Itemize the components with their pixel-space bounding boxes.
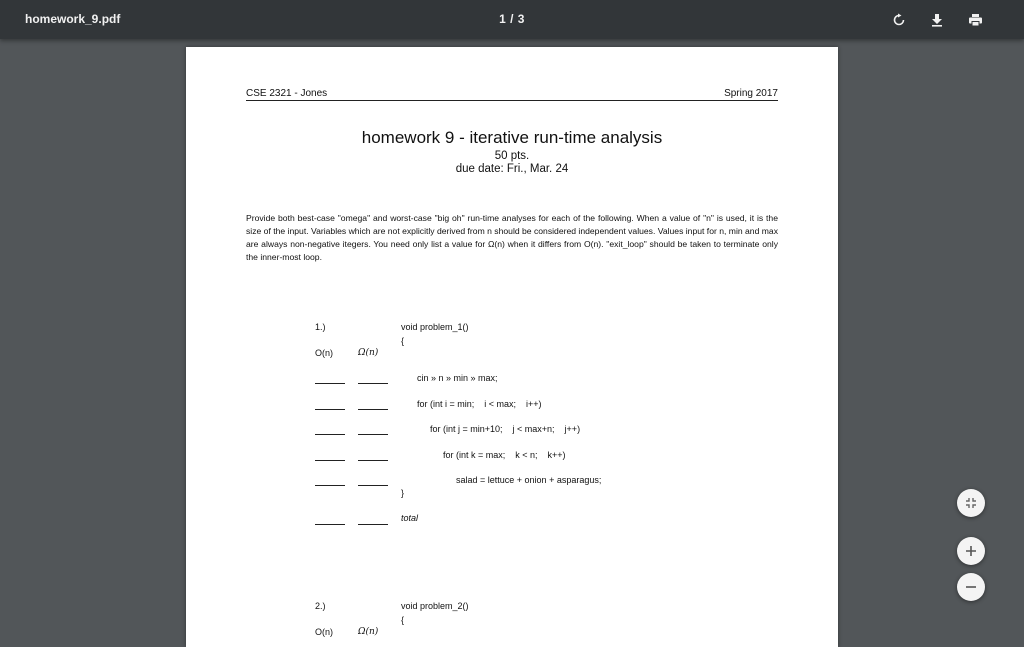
pdf-toolbar — [0, 0, 1024, 39]
file-name: homework_9.pdf — [25, 12, 121, 26]
open-brace: { — [401, 615, 405, 625]
code-line: for (int k = max; k < n; k++) — [443, 450, 566, 460]
zoom-out-icon — [965, 581, 977, 593]
answer-blank — [358, 524, 388, 525]
zoom-out-button[interactable] — [957, 573, 985, 601]
zoom-in-icon — [965, 545, 977, 557]
page-indicator: 1 / 3 — [499, 12, 525, 26]
omega-column-header: Ω(n) — [358, 348, 379, 358]
instructions-paragraph: Provide both best-case "omega" and worst-case "big oh" run-time analyses for each of the following. When a value of "n" is used, it is the size of the input. Variables which are not explicitly derived from n should be considered independent values. Values input for n, min and max are always non-negative itegers. You need only list a value for Ω(n) when it differs from O(n). "exit_loop" should be taken to terminate only the inner-most loop. — [246, 213, 778, 262]
answer-blank — [315, 485, 345, 486]
download-button[interactable] — [926, 9, 948, 31]
open-brace: { — [401, 336, 405, 346]
answer-blank — [358, 383, 388, 384]
fit-to-page-button[interactable] — [957, 489, 985, 517]
answer-blank — [315, 524, 345, 525]
omega-column-header: Ω(n) — [358, 627, 379, 637]
code-line: cin » n » min » max; — [417, 373, 498, 383]
rotate-icon — [892, 13, 906, 27]
zoom-in-button[interactable] — [957, 537, 985, 565]
big-oh-column-header: O(n) — [315, 627, 333, 637]
problem-number: 2.) — [315, 601, 326, 611]
document-title: homework 9 - iterative run-time analysis — [361, 128, 663, 147]
answer-blank — [315, 409, 345, 410]
problem-number: 1.) — [315, 322, 326, 332]
big-oh-column-header: O(n) — [315, 348, 333, 358]
answer-blank — [315, 434, 345, 435]
print-icon — [968, 13, 983, 27]
answer-blank — [358, 434, 388, 435]
print-button[interactable] — [964, 9, 986, 31]
rotate-button[interactable] — [888, 9, 910, 31]
function-signature: void problem_1() — [401, 322, 469, 332]
code-line: for (int j = min+10; j < max+n; j++) — [430, 424, 581, 434]
points-value: 50 pts. — [494, 150, 530, 162]
answer-blank — [315, 383, 345, 384]
answer-blank — [358, 460, 388, 461]
answer-blank — [358, 485, 388, 486]
code-line: salad = lettuce + onion + asparagus; — [456, 475, 602, 485]
course-header: CSE 2321 - Jones — [246, 88, 328, 99]
download-icon — [930, 13, 944, 27]
code-line: for (int i = min; i < max; i++) — [417, 399, 542, 409]
total-label: total — [401, 513, 419, 523]
pdf-page — [186, 47, 838, 647]
due-date: due date: Fri., Mar. 24 — [455, 163, 569, 175]
answer-blank — [358, 409, 388, 410]
fit-to-page-icon — [965, 497, 977, 509]
term-header: Spring 2017 — [724, 88, 778, 99]
function-signature: void problem_2() — [401, 601, 469, 611]
close-brace: } — [401, 488, 405, 498]
answer-blank — [315, 460, 345, 461]
header-rule — [246, 100, 778, 101]
